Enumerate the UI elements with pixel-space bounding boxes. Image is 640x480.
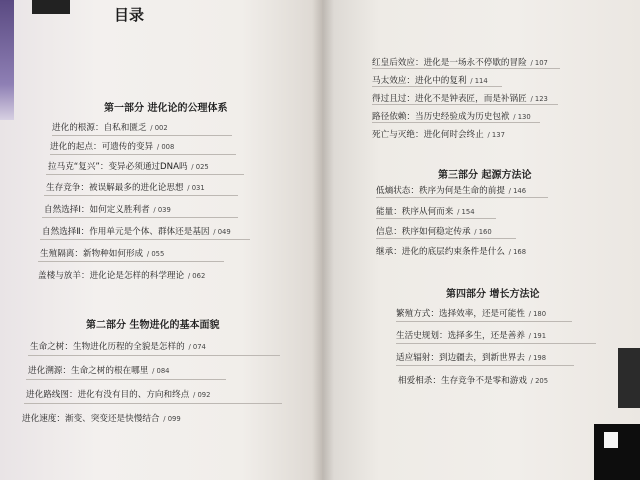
separator-line xyxy=(376,238,516,239)
toc-entry: 自然选择Ⅰ：如何定义胜利者 / 039 xyxy=(44,205,171,215)
toc-entry: 继承：进化的底层约束条件是什么 / 168 xyxy=(376,247,527,257)
background-object xyxy=(0,0,14,120)
toc-title: 目录 xyxy=(114,6,145,24)
toc-entry: 进化路线图：进化有没有目的、方向和终点 / 092 xyxy=(26,390,211,400)
separator-line xyxy=(50,154,236,155)
separator-line xyxy=(28,355,280,356)
toc-entry: 生命之树：生物进化历程的全貌是怎样的 / 074 xyxy=(30,342,206,352)
toc-entry: 进化的根源：自私和匮乏 / 002 xyxy=(52,123,168,133)
separator-line xyxy=(24,403,282,404)
part3-heading: 第三部分 起源方法论 xyxy=(438,170,532,181)
toc-entry: 盖楼与放羊：进化论是怎样的科学理论 / 062 xyxy=(38,271,206,281)
separator-line xyxy=(26,379,226,380)
separator-line xyxy=(38,261,224,262)
toc-entry: 路径依赖：当历史经验成为历史包袱 / 130 xyxy=(372,112,531,122)
toc-entry: 马太效应：进化中的复利 / 114 xyxy=(372,76,488,86)
book-gutter xyxy=(312,0,334,480)
separator-line xyxy=(44,195,238,196)
separator-line xyxy=(372,68,560,69)
separator-line xyxy=(40,239,250,240)
toc-entry: 能量：秩序从何而来 / 154 xyxy=(376,207,475,217)
toc-entry: 进化的起点：可遗传的变异 / 008 xyxy=(50,142,175,152)
toc-entry: 红皇后效应：进化是一场永不停歇的冒险 / 107 xyxy=(372,58,548,68)
toc-entry: 生存竞争：被误解最多的进化论思想 / 031 xyxy=(46,183,205,193)
toc-entry: 得过且过：进化不是钟表匠，而是补锅匠 / 123 xyxy=(372,94,548,104)
toc-entry: 进化速度：渐变、突变还是快慢结合 / 099 xyxy=(22,414,181,424)
separator-line xyxy=(52,135,232,136)
part1-heading: 第一部分 进化论的公理体系 xyxy=(104,103,228,114)
right-page xyxy=(322,0,640,480)
separator-line xyxy=(376,218,496,219)
separator-line xyxy=(396,343,596,344)
toc-entry: 适应辐射：到边疆去，到新世界去 / 198 xyxy=(396,353,547,363)
background-object-dark xyxy=(32,0,70,14)
toc-entry: 繁殖方式：选择效率，还是可能性 / 180 xyxy=(396,309,547,319)
part2-heading: 第二部分 生物进化的基本面貌 xyxy=(86,320,220,331)
toc-entry: 拉马克“复兴”：变异必须通过DNA吗 / 025 xyxy=(48,162,209,172)
toc-entry: 相爱相杀：生存竞争不是零和游戏 / 205 xyxy=(398,376,549,386)
toc-entry: 低熵状态：秩序为何是生命的前提 / 146 xyxy=(376,186,527,196)
separator-line xyxy=(396,365,574,366)
toc-entry: 信息：秩序如何稳定传承 / 160 xyxy=(376,227,492,237)
toc-entry: 生活史规划：选择多生，还是善养 / 191 xyxy=(396,331,547,341)
separator-line xyxy=(372,104,558,105)
separator-line xyxy=(376,197,548,198)
background-object-dark xyxy=(618,348,640,408)
separator-line xyxy=(46,174,244,175)
toc-entry: 进化溯源：生命之树的根在哪里 / 084 xyxy=(28,366,170,376)
toc-entry: 死亡与灭绝：进化何时会终止 / 137 xyxy=(372,130,505,140)
part4-heading: 第四部分 增长方法论 xyxy=(446,289,540,300)
separator-line xyxy=(42,217,238,218)
separator-line xyxy=(372,122,540,123)
background-object-white xyxy=(604,432,618,448)
separator-line xyxy=(396,321,572,322)
separator-line xyxy=(372,86,502,87)
toc-entry: 自然选择Ⅱ：作用单元是个体、群体还是基因 / 049 xyxy=(42,227,231,237)
toc-entry: 生殖隔离：新物种如何形成 / 055 xyxy=(40,249,165,259)
